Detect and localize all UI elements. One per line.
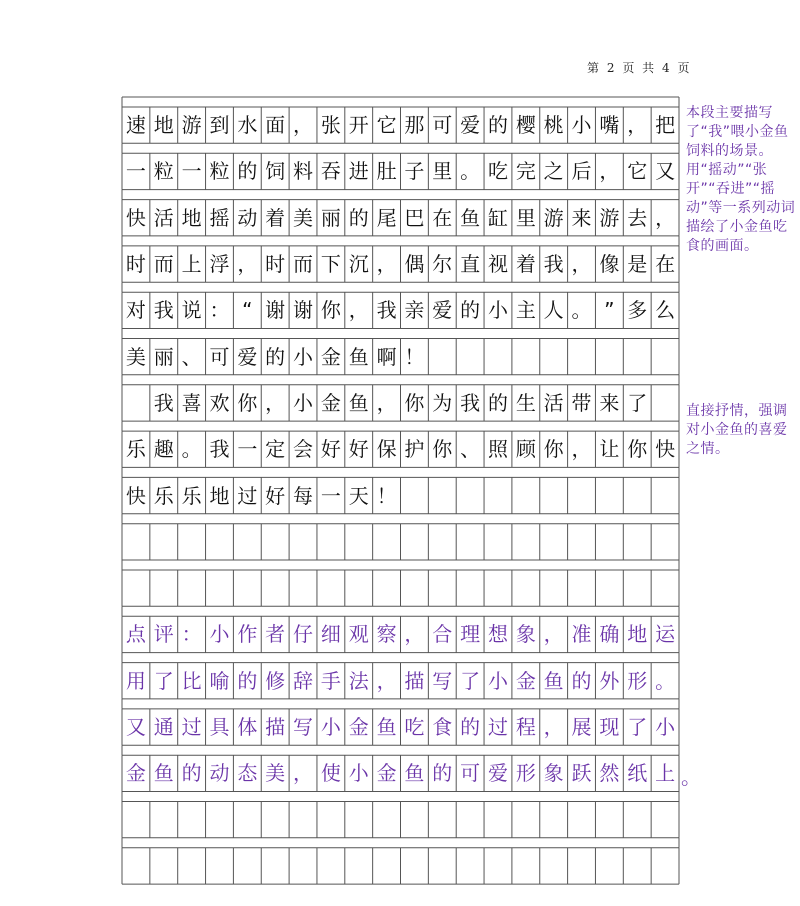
grid-char: 点 xyxy=(125,622,146,647)
grid-char: 我 xyxy=(153,298,174,323)
grid-char: 沉 xyxy=(348,252,369,277)
grid-char: 它 xyxy=(627,159,648,184)
grid-char: 欢 xyxy=(209,390,230,415)
page-current: 2 xyxy=(606,61,617,75)
grid-char: 鱼 xyxy=(404,761,425,786)
grid-char: ， xyxy=(265,390,286,415)
grid-char: 小 xyxy=(209,622,230,647)
grid-char: 带 xyxy=(571,390,592,415)
grid-char: 生 xyxy=(515,390,536,415)
grid-char: 谢 xyxy=(265,298,286,323)
grid-char: 修 xyxy=(265,668,286,693)
grid-char: 让 xyxy=(599,437,620,462)
grid-char: 你 xyxy=(320,298,341,323)
margin-note-paragraph: 本段主要描写了“我”喂小金鱼饲料的场景。用“摇动”“张开”“吞进”“摇动”等一系列动词描绘了小金鱼吃食的画面。 xyxy=(686,105,796,254)
grid-char: 的 xyxy=(460,298,481,323)
grid-char: 多 xyxy=(627,298,648,323)
grid-char: ， xyxy=(571,437,592,462)
grid-char: 会 xyxy=(293,437,314,462)
grid-char: 食 xyxy=(432,715,453,740)
grid-char: 。 xyxy=(460,159,481,184)
grid-char: 而 xyxy=(293,252,314,277)
grid-char: 着 xyxy=(515,252,536,277)
grid-char: 象 xyxy=(543,761,564,786)
grid-char: 爱 xyxy=(432,298,453,323)
grid-char: 的 xyxy=(460,715,481,740)
grid-char: 小 xyxy=(571,113,592,138)
grid-char: ！ xyxy=(404,344,425,369)
grid-char: 浮 xyxy=(209,252,230,277)
grid-char: 小 xyxy=(487,298,508,323)
grid-char: 鱼 xyxy=(543,668,564,693)
grid-char: 金 xyxy=(515,668,536,693)
grid-char: 了 xyxy=(627,715,648,740)
grid-char: 视 xyxy=(487,252,508,277)
grid-char: 然 xyxy=(599,761,620,786)
grid-char: 里 xyxy=(432,159,453,184)
grid-char: 法 xyxy=(348,668,369,693)
grid-char: 鱼 xyxy=(348,390,369,415)
grid-char: 料 xyxy=(293,159,314,184)
grid-char: 过 xyxy=(181,715,202,740)
grid-char: 你 xyxy=(404,390,425,415)
grid-char: 小 xyxy=(655,715,676,740)
grid-char: 丽 xyxy=(153,344,174,369)
grid-char: ， xyxy=(543,622,564,647)
grid-char: 爱 xyxy=(237,344,258,369)
grid-char: 动 xyxy=(237,205,258,230)
grid-char: 饲 xyxy=(265,159,286,184)
grid-char: 尔 xyxy=(432,252,453,277)
grid-char: 确 xyxy=(599,622,620,647)
grid-char: 金 xyxy=(320,390,341,415)
grid-char: 它 xyxy=(376,113,397,138)
grid-char xyxy=(122,385,150,421)
grid-char: 的 xyxy=(237,668,258,693)
grid-char: 定 xyxy=(265,437,286,462)
grid-char: 的 xyxy=(487,390,508,415)
grid-char: 你 xyxy=(237,390,258,415)
grid-char: 的 xyxy=(181,761,202,786)
grid-char: 金 xyxy=(376,761,397,786)
grid-char: 张 xyxy=(320,113,341,138)
grid-char: 想 xyxy=(487,622,508,647)
grid-char: 、 xyxy=(181,344,202,369)
grid-char: 。 xyxy=(181,437,202,462)
grid-char: 手 xyxy=(320,668,341,693)
grid-char: ， xyxy=(376,390,397,415)
grid-char: 小 xyxy=(293,344,314,369)
grid-char: ， xyxy=(376,252,397,277)
grid-char: 吃 xyxy=(487,159,508,184)
grid-char: 金 xyxy=(320,344,341,369)
grid-char: 金 xyxy=(348,715,369,740)
page-prefix: 第 xyxy=(587,61,602,75)
grid-char: 快 xyxy=(125,483,146,508)
grid-char: 你 xyxy=(543,437,564,462)
grid-char: 。 xyxy=(571,298,592,323)
grid-char: 察 xyxy=(376,622,397,647)
grid-char: 通 xyxy=(153,715,174,740)
grid-char: 活 xyxy=(543,390,564,415)
grid-char: 摇 xyxy=(209,205,230,230)
grid-char: 地 xyxy=(627,622,648,647)
grid-char: 准 xyxy=(571,622,592,647)
grid-char: 那 xyxy=(404,113,425,138)
grid-char: 天 xyxy=(348,483,369,508)
grid-char: ， xyxy=(404,622,425,647)
grid-char: 可 xyxy=(209,344,230,369)
grid-char: 小 xyxy=(487,668,508,693)
grid-char: ， xyxy=(293,113,314,138)
grid-char: 对 xyxy=(125,298,146,323)
grid-char: 一 xyxy=(181,159,202,184)
grid-char: 描 xyxy=(265,715,286,740)
grid-char: 时 xyxy=(125,252,146,277)
grid-char: 鱼 xyxy=(376,715,397,740)
grid-char: 展 xyxy=(571,715,592,740)
grid-char: 象 xyxy=(515,622,536,647)
grid-char: ” xyxy=(604,298,615,323)
grid-char: 桃 xyxy=(543,113,564,138)
grid-char: 我 xyxy=(209,437,230,462)
overflow-period: 。 xyxy=(681,765,701,790)
grid-char: 态 xyxy=(237,761,258,786)
grid-char: 一 xyxy=(320,483,341,508)
grid-char: 地 xyxy=(153,113,174,138)
grid-char: 一 xyxy=(125,159,146,184)
grid-char: 具 xyxy=(209,715,230,740)
grid-char: 又 xyxy=(125,715,146,740)
grid-char: 外 xyxy=(599,668,620,693)
grid-char: 乐 xyxy=(181,483,202,508)
grid-char: 面 xyxy=(265,113,286,138)
grid-char: 的 xyxy=(237,159,258,184)
grid-char: 我 xyxy=(460,390,481,415)
grid-char: 每 xyxy=(293,483,314,508)
grid-char: ， xyxy=(599,159,620,184)
grid-char: 小 xyxy=(293,390,314,415)
grid-char: 者 xyxy=(265,622,286,647)
grid-char: 上 xyxy=(655,761,676,786)
grid-char: ， xyxy=(293,761,314,786)
grid-char: 好 xyxy=(265,483,286,508)
margin-note-emotion: 直接抒情，强调对小金鱼的喜爱之情。 xyxy=(686,403,788,457)
grid-char: 好 xyxy=(320,437,341,462)
grid-char: 金 xyxy=(125,761,146,786)
grid-char: 樱 xyxy=(515,113,536,138)
grid-char: 像 xyxy=(599,252,620,277)
grid-char: 直 xyxy=(460,252,481,277)
grid-char: 纸 xyxy=(627,761,648,786)
grid-char: 肚 xyxy=(376,159,397,184)
grid-char: 比 xyxy=(181,668,202,693)
grid-char: 你 xyxy=(627,437,648,462)
grid-char: 程 xyxy=(515,715,536,740)
grid-char: ！ xyxy=(376,483,397,508)
grid-char: 小 xyxy=(320,715,341,740)
grid-char: 形 xyxy=(627,668,648,693)
grid-char: 了 xyxy=(460,668,481,693)
grid-char: 时 xyxy=(265,252,286,277)
grid-char: 过 xyxy=(237,483,258,508)
grid-char: 一 xyxy=(237,437,258,462)
grid-char: 啊 xyxy=(376,344,397,369)
grid-char: 可 xyxy=(432,113,453,138)
grid-char: 鱼 xyxy=(153,761,174,786)
grid-char: 形 xyxy=(515,761,536,786)
grid-char: ： xyxy=(181,622,202,647)
grid-char: 了 xyxy=(627,390,648,415)
grid-char: 喜 xyxy=(181,390,202,415)
grid-char: ， xyxy=(543,715,564,740)
grid-char: 可 xyxy=(460,761,481,786)
grid-char: 细 xyxy=(320,622,341,647)
grid-char: 是 xyxy=(627,252,648,277)
grid-char: 辞 xyxy=(293,668,314,693)
grid-char: ， xyxy=(655,205,676,230)
grid-char: 尾 xyxy=(376,205,397,230)
grid-char: 粒 xyxy=(153,159,174,184)
grid-char: 后 xyxy=(571,159,592,184)
grid-char: 下 xyxy=(320,252,341,277)
grid-char: 快 xyxy=(655,437,676,462)
grid-char: 小 xyxy=(348,761,369,786)
grid-char: 的 xyxy=(265,344,286,369)
grid-char: 嘴 xyxy=(599,113,620,138)
grid-char: 照 xyxy=(487,437,508,462)
grid-char: 乐 xyxy=(125,437,146,462)
grid-char: 使 xyxy=(320,761,341,786)
grid-char: 人 xyxy=(543,298,564,323)
grid-char: 又 xyxy=(655,159,676,184)
grid-char: 描 xyxy=(404,668,425,693)
grid-char: 之 xyxy=(543,159,564,184)
grid-char: 来 xyxy=(599,390,620,415)
grid-char: 体 xyxy=(237,715,258,740)
grid-char: ， xyxy=(627,113,648,138)
grid-char: 美 xyxy=(293,205,314,230)
grid-char: 我 xyxy=(153,390,174,415)
grid-char: 鱼 xyxy=(348,344,369,369)
grid-char: 顾 xyxy=(515,437,536,462)
grid-char: ， xyxy=(348,298,369,323)
grid-char: 观 xyxy=(348,622,369,647)
grid-char: 来 xyxy=(571,205,592,230)
grid-char: 开 xyxy=(348,113,369,138)
grid-char: 地 xyxy=(181,205,202,230)
grid-char: 巴 xyxy=(404,205,425,230)
grid-char: 缸 xyxy=(487,205,508,230)
grid-char: 好 xyxy=(348,437,369,462)
grid-char: 理 xyxy=(460,622,481,647)
grid-char: 爱 xyxy=(487,761,508,786)
grid-char: 里 xyxy=(515,205,536,230)
page-total: 4 xyxy=(661,61,672,75)
grid-char: 、 xyxy=(460,437,481,462)
grid-char: 在 xyxy=(655,252,676,277)
grid-char: ： xyxy=(209,298,230,323)
grid-char: 合 xyxy=(432,622,453,647)
grid-char: 地 xyxy=(209,483,230,508)
grid-char: 运 xyxy=(655,622,676,647)
page-middle: 页 共 xyxy=(622,61,657,75)
grid-char: 护 xyxy=(404,437,425,462)
grid-char: ， xyxy=(571,252,592,277)
grid-char: 的 xyxy=(487,113,508,138)
grid-char: 而 xyxy=(153,252,174,277)
grid-char: 写 xyxy=(293,715,314,740)
grid-char: 。 xyxy=(655,668,676,693)
grid-char: 跃 xyxy=(571,761,592,786)
grid-char: 游 xyxy=(543,205,564,230)
grid-char: 吞 xyxy=(320,159,341,184)
grid-char: 进 xyxy=(348,159,369,184)
grid-char: 谢 xyxy=(293,298,314,323)
grid-char: 用 xyxy=(125,668,146,693)
grid-char: 我 xyxy=(376,298,397,323)
grid-char: 到 xyxy=(209,113,230,138)
grid-char: 现 xyxy=(599,715,620,740)
grid-char: 吃 xyxy=(404,715,425,740)
grid-char: 游 xyxy=(181,113,202,138)
grid-char: 评 xyxy=(153,622,174,647)
grid-char: 的 xyxy=(571,668,592,693)
grid-char: 的 xyxy=(348,205,369,230)
grid-char: 把 xyxy=(655,113,676,138)
grid-char: 爱 xyxy=(460,113,481,138)
grid-char: 速 xyxy=(125,113,146,138)
grid-char: 去 xyxy=(627,205,648,230)
grid-char: 趣 xyxy=(153,437,174,462)
page-suffix: 页 xyxy=(677,61,692,75)
grid-char: 的 xyxy=(432,761,453,786)
grid-char: 偶 xyxy=(404,252,425,277)
grid-char: 美 xyxy=(125,344,146,369)
grid-char: 么 xyxy=(655,298,676,323)
grid-char: 主 xyxy=(515,298,536,323)
grid-char: 说 xyxy=(181,298,202,323)
grid-char: “ xyxy=(242,298,253,323)
grid-char: 我 xyxy=(543,252,564,277)
grid-char: 丽 xyxy=(320,205,341,230)
grid-char: 乐 xyxy=(153,483,174,508)
grid-char: 你 xyxy=(432,437,453,462)
grid-char: 着 xyxy=(265,205,286,230)
grid-char: 喻 xyxy=(209,668,230,693)
grid-char: 了 xyxy=(153,668,174,693)
grid-char: 完 xyxy=(515,159,536,184)
grid-char: 保 xyxy=(376,437,397,462)
grid-char: 游 xyxy=(599,205,620,230)
grid-char: 上 xyxy=(181,252,202,277)
grid-char: 为 xyxy=(432,390,453,415)
grid-char: 子 xyxy=(404,159,425,184)
grid-char: 写 xyxy=(432,668,453,693)
grid-char: 快 xyxy=(125,205,146,230)
grid-char: 活 xyxy=(153,205,174,230)
grid-char: 过 xyxy=(487,715,508,740)
grid-char: 作 xyxy=(237,622,258,647)
grid-char: 亲 xyxy=(404,298,425,323)
grid-char: 水 xyxy=(237,113,258,138)
grid-char: 粒 xyxy=(209,159,230,184)
grid-char: 鱼 xyxy=(460,205,481,230)
grid-char: ， xyxy=(237,252,258,277)
grid-char: 仔 xyxy=(293,622,314,647)
grid-char: 美 xyxy=(265,761,286,786)
grid-char: ， xyxy=(376,668,397,693)
grid-char: 动 xyxy=(209,761,230,786)
grid-char: 在 xyxy=(432,205,453,230)
